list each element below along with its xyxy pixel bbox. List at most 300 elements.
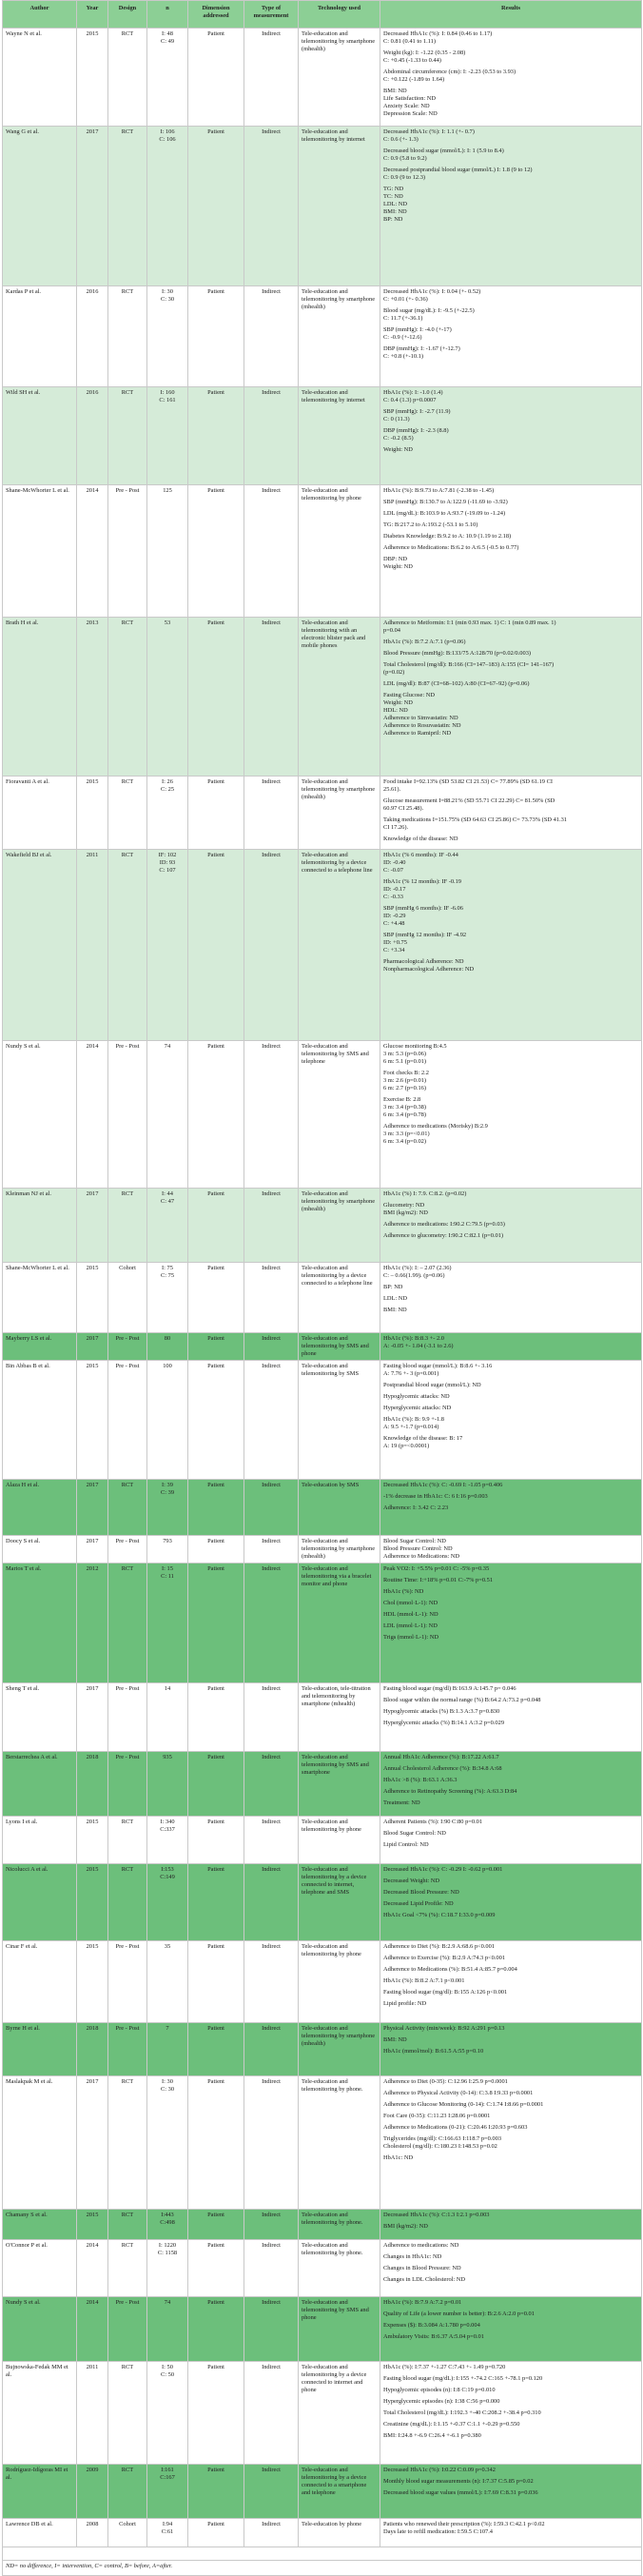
result-line: BMI: ND bbox=[383, 2036, 407, 2043]
result-line: HbA1c: ND bbox=[383, 2154, 414, 2161]
result-line: Knowledge of the disease: ND bbox=[383, 836, 458, 842]
result-line: C: 0 (11.3) bbox=[383, 416, 410, 423]
sample-size: C: 30 bbox=[160, 2086, 175, 2093]
technology-cell: Tele-education and telemonitoring by internet bbox=[299, 127, 380, 286]
result-group bbox=[383, 1977, 638, 1985]
result-line: (p=0.02) bbox=[383, 669, 405, 676]
n-cell bbox=[147, 2362, 188, 2465]
result-line: BMI: ND bbox=[383, 208, 407, 215]
result-line: C: +4.48 bbox=[383, 920, 405, 927]
result-line: Adherence to medications: I:90.2 C:79.5 (p=0.03) bbox=[383, 1221, 505, 1228]
table-row bbox=[3, 1941, 642, 2023]
year-cell: 2017 bbox=[77, 1536, 108, 1563]
author-cell: Byrne H et al. bbox=[3, 2023, 77, 2076]
n-cell bbox=[147, 1864, 188, 1941]
result-group bbox=[383, 2135, 638, 2151]
result-line: Decreased postprandial blood sugar (mmol/L) I: 1.8 (9 to 12) bbox=[383, 167, 533, 173]
result-group bbox=[383, 661, 638, 677]
technology-cell: Tele-education and telemonitoring by phone bbox=[299, 1941, 380, 2023]
n-cell bbox=[147, 1536, 188, 1563]
design-cell: RCT bbox=[108, 387, 147, 485]
measurement-type-cell: Indirect bbox=[244, 127, 299, 286]
sample-size: C: 49 bbox=[160, 38, 175, 45]
result-group bbox=[383, 878, 638, 901]
table-row bbox=[3, 2465, 642, 2519]
result-line: LDL (mg/dL): B:103.9 to A:93.7 (-19.09 to -1.24) bbox=[383, 510, 506, 517]
n-cell bbox=[147, 1263, 188, 1333]
dimension-cell: Patient bbox=[188, 1563, 244, 1683]
technology-cell: Tele-education and telemonitoring by SMS bbox=[299, 1361, 380, 1480]
result-group bbox=[383, 1043, 638, 1066]
sample-size: C: 11 bbox=[161, 1573, 174, 1580]
sample-size: C:337 bbox=[160, 1826, 175, 1833]
result-group bbox=[383, 1565, 638, 1573]
result-line: CI 17.26). bbox=[383, 824, 409, 831]
result-line: Adherence to Physical Activity (0-14): C:3.8 I:9.33 p=0.0001 bbox=[383, 2090, 534, 2096]
year-cell: 2014 bbox=[77, 1041, 108, 1189]
result-line: Peak VO2: I: +5.5% p=0.01 C: -5% p=0.35 bbox=[383, 1565, 490, 1572]
result-line: Fasting blood sugar (mg/dl) B:163.9 A:145.7 p= 0.046 bbox=[383, 1685, 516, 1692]
result-line: Exercise B: 2.8 bbox=[383, 1096, 421, 1103]
result-line: Decreased Lipid Profile: ND bbox=[383, 1900, 454, 1907]
result-group bbox=[383, 499, 638, 506]
result-group bbox=[383, 2375, 638, 2383]
result-line: DBP (mmHg): I: -1.67 (+-12.7) bbox=[383, 345, 460, 352]
result-line: Cholesterol (mg/dl): C:180.23 I:148.53 p=0.02 bbox=[383, 2143, 497, 2150]
result-line: Decreased HbA1c (%): C: -0.29 I: -0.62 p=0.001 bbox=[383, 1866, 503, 1873]
result-group bbox=[383, 692, 638, 737]
year-cell: 2015 bbox=[77, 1864, 108, 1941]
year-cell: 2016 bbox=[77, 387, 108, 485]
result-line: Hypoglycemic episodes (n): I:8 C:19 p=0.010 bbox=[383, 2387, 496, 2393]
result-group bbox=[383, 510, 638, 518]
result-line: -1% decrease in HbA1c: C: 6 I:16 p=0.003 bbox=[383, 1493, 488, 1500]
result-group bbox=[383, 2025, 638, 2033]
table-row bbox=[3, 1263, 642, 1333]
dimension-cell: Patient bbox=[188, 485, 244, 618]
result-group bbox=[383, 1799, 638, 1807]
result-group bbox=[383, 2276, 638, 2284]
sample-size: I: 340 bbox=[160, 1819, 175, 1825]
results-cell bbox=[380, 1361, 642, 1480]
result-group bbox=[383, 1435, 638, 1450]
result-group bbox=[383, 1912, 638, 1919]
result-group bbox=[383, 2409, 638, 2417]
studies-table bbox=[2, 0, 642, 2576]
design-cell: RCT bbox=[108, 2362, 147, 2465]
result-line: Adherence to glucometry: I:90.2 C:82.1 (p=0.01) bbox=[383, 1232, 504, 1239]
result-group bbox=[383, 2048, 638, 2055]
result-line: 25.61). bbox=[383, 786, 401, 793]
design-cell: RCT bbox=[108, 1563, 147, 1683]
result-group bbox=[383, 1622, 638, 1630]
result-line: Adherence to Diet (0-35): C:12.96 I:25.9 p=0.0001 bbox=[383, 2078, 508, 2085]
result-line: Creatinine (mg/dL): I:1.15 +-0.37 C:1.1 +-0.29 p=0.550 bbox=[383, 2421, 520, 2428]
design-cell: RCT bbox=[108, 1864, 147, 1941]
author-cell: Mayberry LS et al. bbox=[3, 1333, 77, 1361]
dimension-cell: Patient bbox=[188, 1041, 244, 1189]
technology-cell: Tele-education and telemonitoring by SMS and phone bbox=[299, 2297, 380, 2362]
sample-size: 125 bbox=[163, 487, 172, 494]
result-line: Blood Pressure (mmHg): B:133/75 A:128/70 (p=0.02/0.003) bbox=[383, 650, 532, 657]
measurement-type-cell: Indirect bbox=[244, 1536, 299, 1563]
header-row bbox=[3, 1, 642, 29]
n-cell bbox=[147, 1683, 188, 1752]
design-cell: Pre - Post bbox=[108, 1041, 147, 1189]
design-cell: Pre - Post bbox=[108, 1683, 147, 1752]
result-group bbox=[383, 1070, 638, 1092]
result-line: Adherence to Medications (0-21): C:20.46 I:20.93 p=0.603 bbox=[383, 2124, 528, 2131]
table-row bbox=[3, 1041, 642, 1189]
result-line: Decreased HbA1c (%): I: 0.84 (0.46 to 1.17) bbox=[383, 30, 493, 37]
result-line: HbA1c (%): B:8.2 A:7.1 p<0.001 bbox=[383, 1977, 465, 1984]
author-cell: Doocy S et al. bbox=[3, 1536, 77, 1563]
result-group bbox=[383, 2223, 638, 2231]
table-row bbox=[3, 1864, 642, 1941]
sample-size: C: 75 bbox=[160, 1272, 175, 1279]
result-group bbox=[383, 544, 638, 552]
result-group bbox=[383, 816, 638, 832]
technology-cell: Tele-education and telemonitoring by smartphone (mhealth) bbox=[299, 1189, 380, 1263]
dimension-cell: Patient bbox=[188, 1263, 244, 1333]
result-group bbox=[383, 680, 638, 688]
result-group bbox=[383, 1265, 638, 1280]
result-line: BMI: ND bbox=[383, 1307, 407, 1313]
n-cell bbox=[147, 2465, 188, 2519]
result-line: HDL: ND bbox=[383, 707, 408, 714]
result-line: 6 m: 5.1 (p=0.01) bbox=[383, 1058, 426, 1065]
table-row bbox=[3, 777, 642, 850]
result-line: HbA1c (mmol/mol): B:61.5 A:55 p=0.10 bbox=[383, 2048, 484, 2055]
result-group bbox=[383, 88, 638, 118]
result-group bbox=[383, 1889, 638, 1897]
sample-size: C:498 bbox=[160, 2219, 175, 2226]
measurement-type-cell: Indirect bbox=[244, 2076, 299, 2210]
result-group bbox=[383, 2113, 638, 2120]
result-line: TC: ND bbox=[383, 193, 403, 200]
year-cell: 2011 bbox=[77, 2362, 108, 2465]
table-row bbox=[3, 1752, 642, 1817]
technology-cell: Tele-education and telemonitoring by SMS and smartphone bbox=[299, 1752, 380, 1817]
dimension-cell: Patient bbox=[188, 777, 244, 850]
n-cell bbox=[147, 1941, 188, 2023]
measurement-type-cell: Indirect bbox=[244, 2210, 299, 2240]
result-line: Glucometry: ND bbox=[383, 1202, 425, 1209]
result-group bbox=[383, 1202, 638, 1217]
design-cell: Pre - Post bbox=[108, 2023, 147, 2076]
result-line: C: -0.9 (+-12.6) bbox=[383, 334, 422, 341]
result-group bbox=[383, 2124, 638, 2132]
result-line: Adherent Patients (%): I:90 C:80 p=0.01 bbox=[383, 1819, 483, 1825]
result-group bbox=[383, 427, 638, 442]
technology-cell: Tele-education and telemonitoring by a device connected to a smartphone and telephone bbox=[299, 2465, 380, 2519]
sample-size: I:153 bbox=[161, 1866, 174, 1873]
results-cell bbox=[380, 2297, 642, 2362]
result-group bbox=[383, 2364, 638, 2371]
dimension-cell: Patient bbox=[188, 127, 244, 286]
table-row bbox=[3, 29, 642, 127]
year-cell: 2015 bbox=[77, 2210, 108, 2240]
measurement-type-cell: Indirect bbox=[244, 1752, 299, 1817]
result-line: Ambulatory Visits: B:6.37 A:5.04 p=0.01 bbox=[383, 2333, 484, 2340]
result-line: HbA1c (%) I: 7.9. C:8.2. (p=0.02) bbox=[383, 1190, 467, 1197]
result-group bbox=[383, 186, 638, 224]
n-cell bbox=[147, 1817, 188, 1864]
result-line: Annual HbA1c Adherence (%): B:17.22 A:61.7 bbox=[383, 1754, 499, 1760]
result-line: Days late to refill medication: I:59.5 C:107.4 bbox=[383, 2528, 494, 2535]
results-cell bbox=[380, 777, 642, 850]
footnote: ND= no difference, I= intervention, C= control, B= before, A=after. bbox=[3, 2561, 642, 2576]
footnote-row bbox=[3, 2561, 642, 2576]
n-cell bbox=[147, 1189, 188, 1263]
result-line: Decreased blood sugar (mmol/L): I: 1 (5.9 to 8.4) bbox=[383, 147, 504, 154]
result-line: Decreased HbA1c (%): I: 0.04 (+- 0.52) bbox=[383, 288, 481, 295]
sample-size: 935 bbox=[163, 1754, 172, 1760]
result-group bbox=[383, 2521, 638, 2536]
result-group bbox=[383, 1393, 638, 1401]
result-line: Adherence to Exercise (%): B:2.9 A:74.3 p<0.001 bbox=[383, 1955, 506, 1961]
result-group bbox=[383, 326, 638, 342]
result-group bbox=[383, 1577, 638, 1584]
sample-size: C: 39 bbox=[160, 1489, 175, 1496]
header-results: Results bbox=[380, 1, 642, 29]
sample-size: I: 1220 bbox=[158, 2242, 177, 2249]
result-group bbox=[383, 446, 638, 454]
year-cell: 2018 bbox=[77, 1752, 108, 1817]
n-cell bbox=[147, 29, 188, 127]
result-line: Patients who renewed their prescription (%): I:59.3 C:42.1 p<0.02 bbox=[383, 2521, 545, 2527]
design-cell: RCT bbox=[108, 1817, 147, 1864]
year-cell: 2014 bbox=[77, 2297, 108, 2362]
result-group bbox=[383, 650, 638, 658]
design-cell: Pre - Post bbox=[108, 2297, 147, 2362]
results-cell bbox=[380, 1941, 642, 2023]
result-line: HbA1c >8 (%): B:63.1 A:36.3 bbox=[383, 1777, 458, 1783]
result-group bbox=[383, 1754, 638, 1761]
design-cell: RCT bbox=[108, 127, 147, 286]
year-cell: 2017 bbox=[77, 1683, 108, 1752]
result-line: C: +3.34 bbox=[383, 947, 405, 954]
result-group bbox=[383, 2322, 638, 2330]
result-line: Adherence to Rosuvastatin: ND bbox=[383, 722, 461, 729]
table-row bbox=[3, 1817, 642, 1864]
result-line: Adherence to Ramipril: ND bbox=[383, 730, 452, 737]
results-cell bbox=[380, 1263, 642, 1333]
result-group bbox=[383, 1943, 638, 1951]
result-line: HbA1c (%): I:7.37 +-1.27 C:7.43 +- 1.49 p=0.720 bbox=[383, 2364, 506, 2370]
sample-size: I: 30 bbox=[162, 2078, 173, 2085]
result-line: C: +0.45 (-1.33 to 0.44) bbox=[383, 57, 441, 64]
dimension-cell: Patient bbox=[188, 1189, 244, 1263]
result-line: Chol (mmol·L-1): ND bbox=[383, 1600, 438, 1606]
n-cell bbox=[147, 777, 188, 850]
n-cell bbox=[147, 485, 188, 618]
results-cell bbox=[380, 2240, 642, 2297]
sample-size: I:443 bbox=[161, 2212, 174, 2218]
measurement-type-cell: Indirect bbox=[244, 2240, 299, 2297]
result-line: p=0.04 bbox=[383, 627, 400, 634]
result-line: Postprandial blood sugar (mmol/L): ND bbox=[383, 1382, 481, 1388]
result-line: SBP (mmHg): I: -4.0 (+-17) bbox=[383, 326, 452, 333]
result-line: Foot checks B: 2.2 bbox=[383, 1070, 429, 1076]
result-line: 6 m: 3.4 (p=0.78) bbox=[383, 1111, 426, 1118]
result-group bbox=[383, 1966, 638, 1974]
result-line: BMI: ND bbox=[383, 88, 407, 94]
author-cell: Nundy S et al. bbox=[3, 1041, 77, 1189]
dimension-cell: Patient bbox=[188, 2210, 244, 2240]
sample-size: C: 106 bbox=[159, 136, 176, 143]
author-cell: Wayne N et al. bbox=[3, 29, 77, 127]
author-cell: Bujnowska-Fedak MM et al. bbox=[3, 2362, 77, 2465]
n-cell bbox=[147, 1041, 188, 1189]
result-line: SBP (mmHg): I: -2.7 (11.9) bbox=[383, 408, 451, 415]
design-cell: RCT bbox=[108, 2240, 147, 2297]
table-row bbox=[3, 2240, 642, 2297]
results-cell bbox=[380, 2210, 642, 2240]
year-cell: 2013 bbox=[77, 618, 108, 777]
result-group bbox=[383, 1096, 638, 1119]
result-line: TG: ND bbox=[383, 186, 404, 192]
result-line: Weight: ND bbox=[383, 446, 413, 453]
result-group bbox=[383, 1878, 638, 1885]
result-line: HbA1c (% 12 months): IF -0.19 bbox=[383, 878, 462, 885]
result-group bbox=[383, 1284, 638, 1291]
dimension-cell: Patient bbox=[188, 1864, 244, 1941]
result-line: SBP (mmHg): B:130.7 to A:122.9 (-11.69 to -3.92) bbox=[383, 499, 508, 505]
result-line: A: 19 (p=<0.0001) bbox=[383, 1443, 430, 1449]
n-cell bbox=[147, 2240, 188, 2297]
n-cell bbox=[147, 2210, 188, 2240]
technology-cell: Tele-education and telemonitoring by phone. bbox=[299, 2076, 380, 2210]
result-line: Fasting blood sugar (mmol/L): B:8.6 +- 3.16 bbox=[383, 1363, 493, 1369]
table-row bbox=[3, 2076, 642, 2210]
result-group bbox=[383, 533, 638, 541]
result-line: Changes in LDL Cholesterol: ND bbox=[383, 2276, 466, 2283]
table-row bbox=[3, 2023, 642, 2076]
result-line: HbA1c (%): B:8.3 +- 2.0 bbox=[383, 1335, 444, 1342]
result-line: Weight: ND bbox=[383, 699, 413, 706]
result-line: C: -0.07 bbox=[383, 867, 403, 874]
author-cell: Shane-McWhorter L et al. bbox=[3, 485, 77, 618]
result-line: Abdominal circumference (cm): I: -2.23 (0.53 to 3.93) bbox=[383, 69, 516, 75]
year-cell: 2015 bbox=[77, 1361, 108, 1480]
result-line: Diabetes Knowledge: B:9.2 to A: 10.9 (1.19 to 2.18) bbox=[383, 533, 512, 540]
result-line: SBP (mmHg 6 months): IF -6.06 bbox=[383, 905, 463, 912]
result-group bbox=[383, 2000, 638, 2008]
dimension-cell: Patient bbox=[188, 2519, 244, 2547]
result-group bbox=[383, 1232, 638, 1240]
result-group bbox=[383, 521, 638, 529]
result-line: HbA1c (%): I: -1.0 (1.4) bbox=[383, 389, 443, 396]
author-cell: Alaza H et al. bbox=[3, 1480, 77, 1536]
sample-size: C:167 bbox=[160, 2474, 175, 2481]
technology-cell: Tele-education and telemonitoring by phone. bbox=[299, 2210, 380, 2240]
technology-cell: Tele-education and telemonitoring by a device connected to internet and phone bbox=[299, 2362, 380, 2465]
result-group bbox=[383, 1382, 638, 1389]
year-cell: 2017 bbox=[77, 1480, 108, 1536]
result-line: Decreased HbA1c (%): I: 1.1 (+- 0.7) bbox=[383, 128, 475, 135]
result-group bbox=[383, 797, 638, 813]
results-cell bbox=[380, 618, 642, 777]
result-line: Blood sugar within the normal range (%) B:64.2 A:73.2 p=0.048 bbox=[383, 1697, 541, 1703]
table-row bbox=[3, 286, 642, 387]
result-group bbox=[383, 487, 638, 495]
dimension-cell: Patient bbox=[188, 387, 244, 485]
sample-size: 7 bbox=[166, 2025, 169, 2032]
result-line: Blood Sugar Control: ND bbox=[383, 1830, 446, 1837]
result-line: Adherence to Medications (%): B:51.4 A:85.7 p=0.004 bbox=[383, 1966, 517, 1973]
n-cell bbox=[147, 1333, 188, 1361]
author-cell: Fioravanti A et al. bbox=[3, 777, 77, 850]
result-group bbox=[383, 2090, 638, 2097]
result-group bbox=[383, 1697, 638, 1704]
sample-size: C:149 bbox=[160, 1874, 175, 1880]
table-row bbox=[3, 618, 642, 777]
result-group bbox=[383, 958, 638, 973]
result-line: DBP: ND bbox=[383, 556, 408, 562]
sample-size: I: 26 bbox=[162, 778, 173, 785]
sample-size: ID: 93 bbox=[159, 859, 176, 866]
result-line: Hyperglycemic episodes (n): I:38 C:56 p=0.000 bbox=[383, 2398, 500, 2405]
result-line: Adherence to Diet (%): B:2.9 A:68.6 p<0.001 bbox=[383, 1943, 496, 1950]
sample-size: I: 44 bbox=[162, 1190, 173, 1197]
result-group bbox=[383, 1765, 638, 1773]
dimension-cell: Patient bbox=[188, 1333, 244, 1361]
table-row bbox=[3, 2519, 642, 2547]
dimension-cell: Patient bbox=[188, 2023, 244, 2076]
table-row bbox=[3, 387, 642, 485]
result-line: Adherence to medications (Morisky) B:2.9 bbox=[383, 1123, 488, 1130]
result-line: Fasting blood sugar (mg/dl): B:155 A:126 p<0.001 bbox=[383, 1989, 508, 1996]
result-line: Adherence to Medications: ND bbox=[383, 1553, 460, 1560]
result-line: C: 0.9 (9 to 12.3) bbox=[383, 174, 426, 181]
sample-size: I: 48 bbox=[162, 30, 173, 37]
table-row bbox=[3, 2210, 642, 2240]
result-line: 6 m: 3.4 (p=0.02) bbox=[383, 1138, 426, 1145]
result-group bbox=[383, 2467, 638, 2474]
technology-cell: Tele-education and telemonitoring by smartphone (mhealth) bbox=[299, 777, 380, 850]
header-year: Year bbox=[77, 1, 108, 29]
year-cell: 2016 bbox=[77, 286, 108, 387]
year-cell: 2015 bbox=[77, 1817, 108, 1864]
design-cell: RCT bbox=[108, 850, 147, 1041]
result-line: Hypoglycemic attacks (%) B:1.3 A:3.7 p=0.830 bbox=[383, 1708, 500, 1715]
result-group bbox=[383, 932, 638, 954]
results-cell bbox=[380, 1817, 642, 1864]
result-group bbox=[383, 1588, 638, 1596]
result-group bbox=[383, 2101, 638, 2109]
sample-size: 14 bbox=[164, 1685, 171, 1692]
result-line: Adherence to Metformin: I:1 (min 0.93 max. 1) C: 1 (min 0.89 max. 1) bbox=[383, 619, 556, 626]
result-line: Annual Cholesterol Adherence (%): B:34.8 A:68 bbox=[383, 1765, 502, 1772]
result-group bbox=[383, 1405, 638, 1412]
author-cell: Maslakpak M et al. bbox=[3, 2076, 77, 2210]
result-group bbox=[383, 49, 638, 65]
dimension-cell: Patient bbox=[188, 1480, 244, 1536]
result-line: C: 11.7 (+-36.1) bbox=[383, 315, 423, 322]
result-line: Blood Pressure Control: ND bbox=[383, 1545, 453, 1552]
technology-cell: Tele-education by phone bbox=[299, 2519, 380, 2547]
result-group bbox=[383, 69, 638, 84]
dimension-cell: Patient bbox=[188, 286, 244, 387]
result-line: Decreased HbA1c (%): C: -0.69 I: -1.05 p=0.406 bbox=[383, 1482, 503, 1488]
result-line: Physical Activity (min/week): B:92 A:291 p=0.13 bbox=[383, 2025, 505, 2032]
result-line: Lipid profile: ND bbox=[383, 2000, 427, 2007]
result-line: Decreased blood sugar values (mmol/L): I:7.69 C:8.31 p=0.036 bbox=[383, 2489, 538, 2496]
result-line: Anxiety Scale: ND bbox=[383, 103, 430, 109]
result-line: ID: -0.29 bbox=[383, 913, 406, 919]
table-row bbox=[3, 1563, 642, 1683]
